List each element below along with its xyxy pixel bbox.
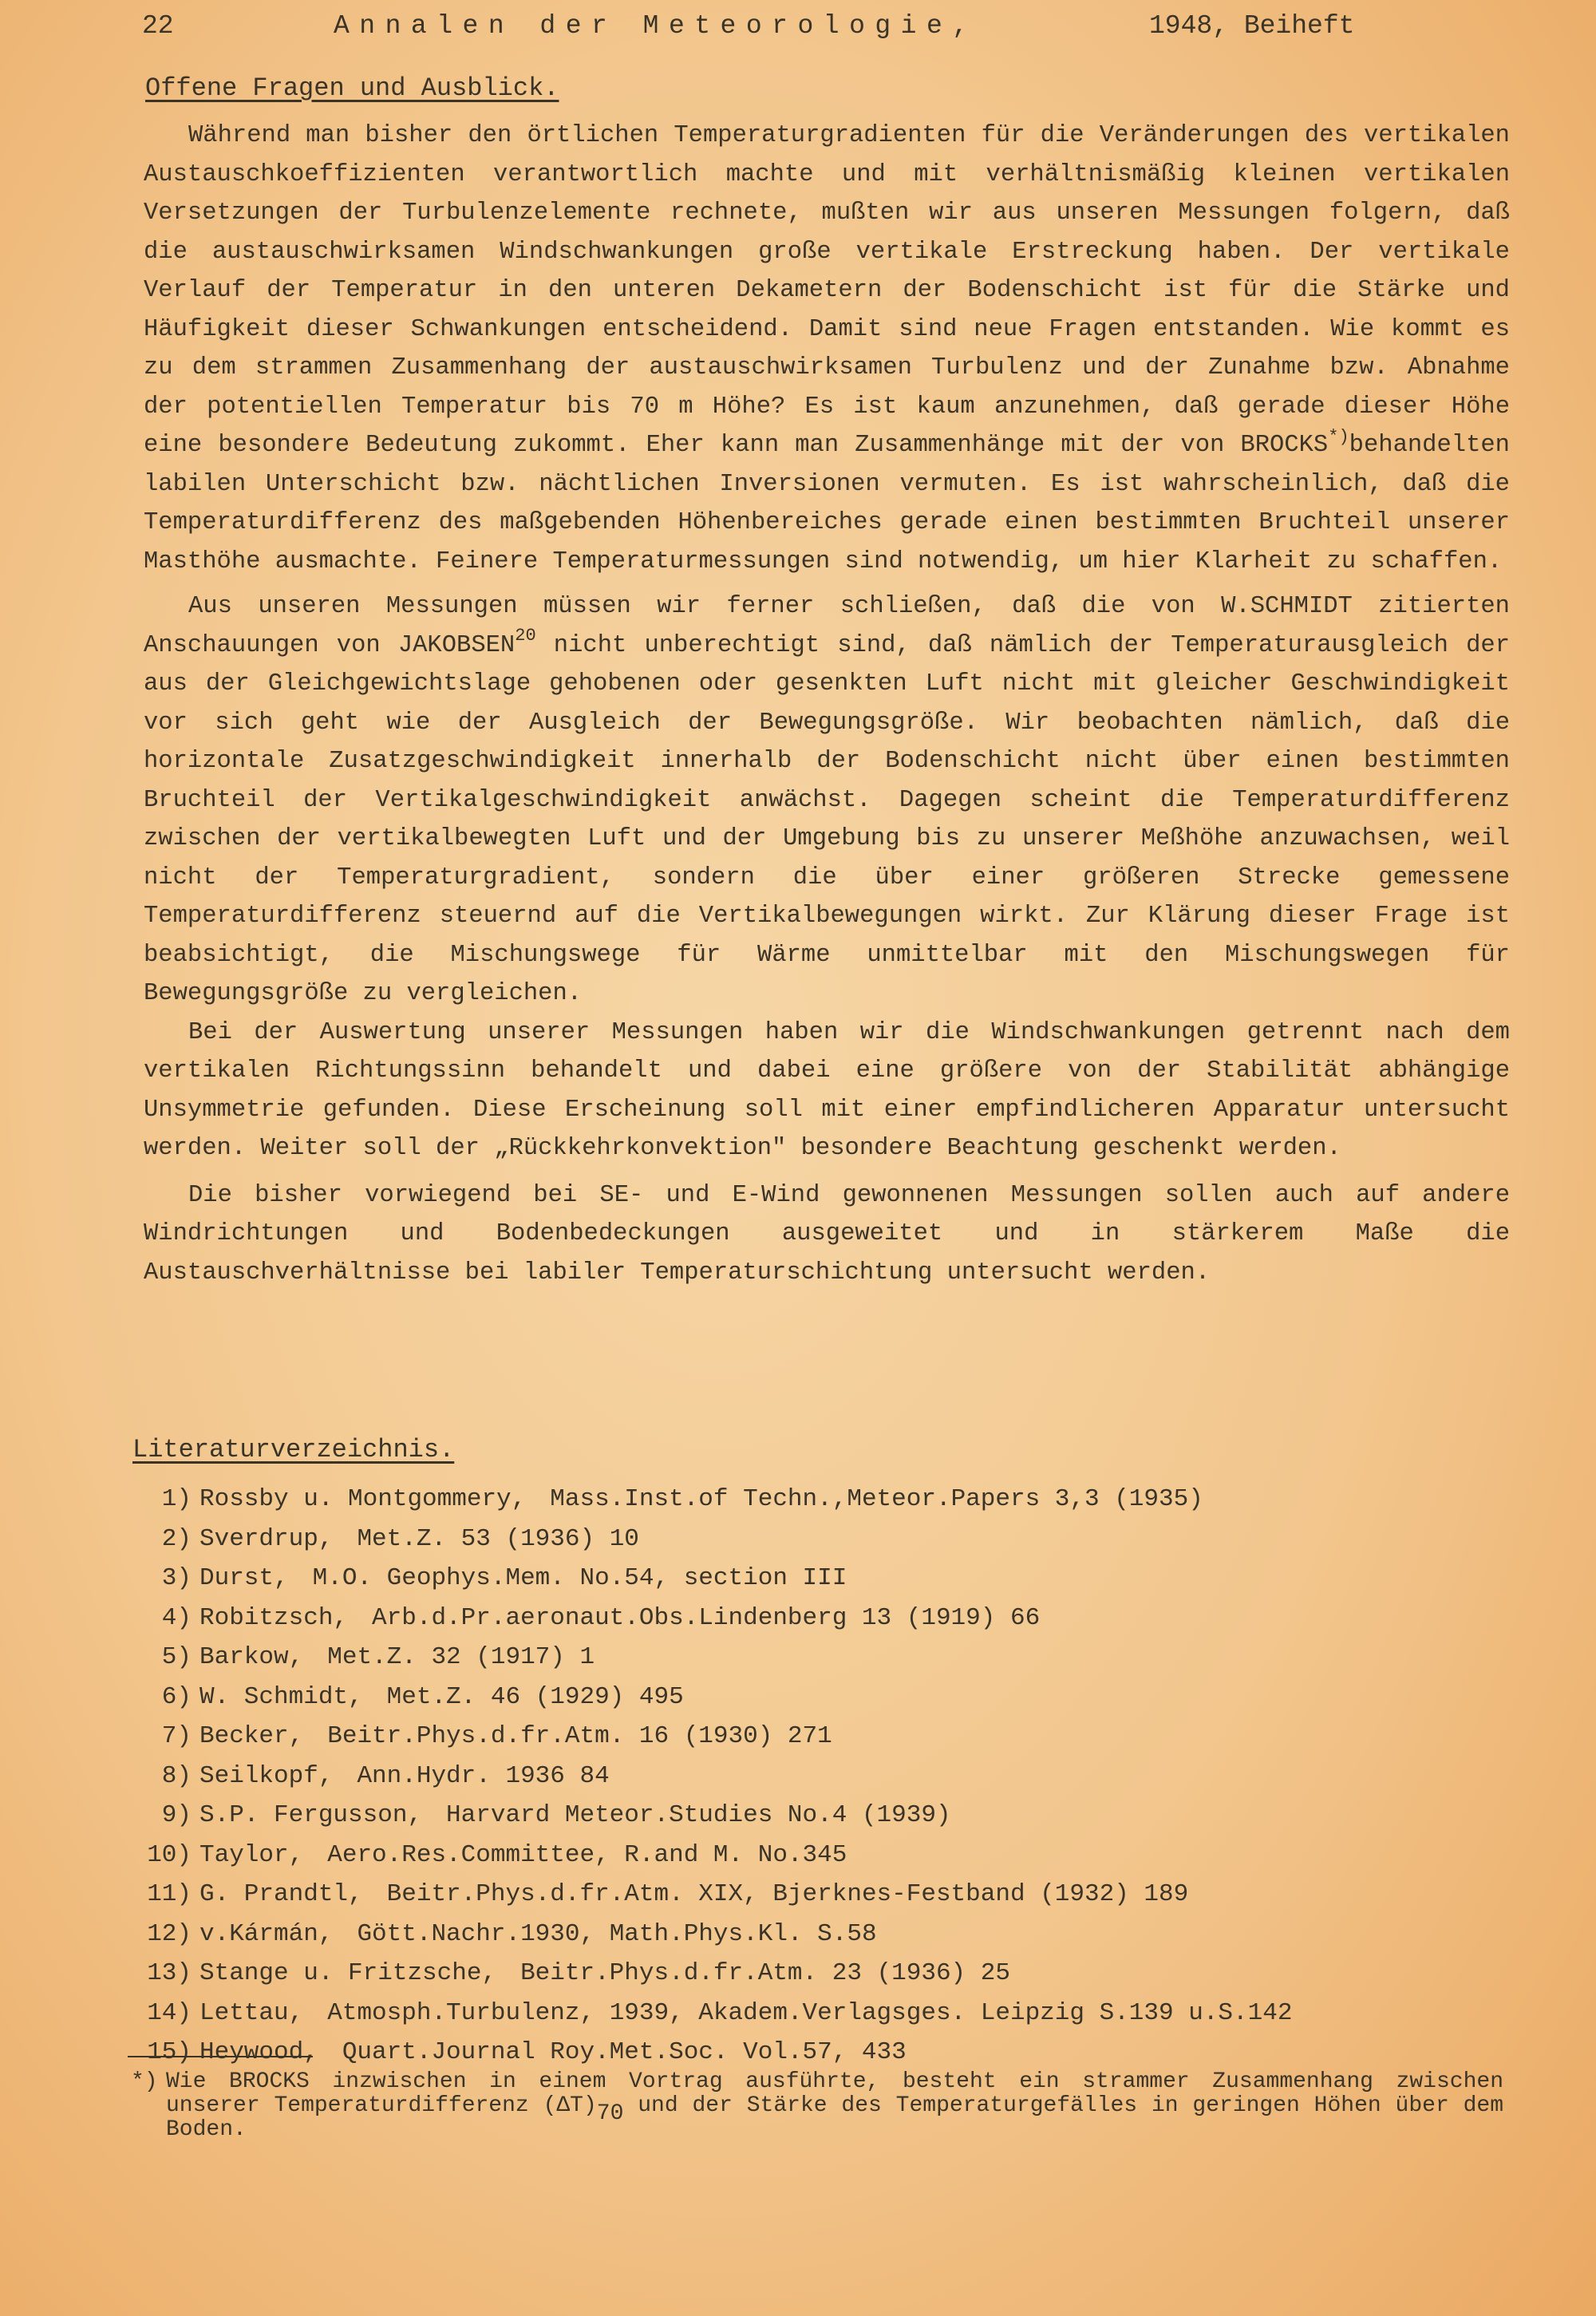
reference-author: Becker, [200, 1722, 304, 1750]
reference-item [132, 1875, 1505, 1915]
reference-item [132, 1678, 1505, 1717]
paragraph-1-part-b: behandelten labilen Unterschicht bzw. nächtlichen Inversionen vermuten. Es ist wahrscheinlich, daß die Temperaturdifferenz des maßgebenden Höhenbereiches gerade einen bestimmten Bruchteil unserer Masthöhe ausmachte. Feinere Temperaturmessungen sind notwendig, um hier Klarheit zu schaffen. [144, 432, 1510, 575]
reference-author: W. Schmidt, [200, 1682, 363, 1711]
reference-source: Gött.Nachr.1930, Math.Phys.Kl. S.58 [357, 1919, 877, 1948]
reference-source: Met.Z. 46 (1929) 495 [386, 1682, 684, 1711]
reference-number: 5) [161, 1643, 192, 1671]
reference-source: Mass.Inst.of Techn.,Meteor.Papers 3,3 (1935) [550, 1485, 1203, 1513]
journal-year: 1948, Beiheft [1149, 11, 1355, 41]
reference-number: 14) [147, 1998, 192, 2027]
reference-author: Stange u. Fritzsche, [200, 1959, 497, 1987]
reference-source: Beitr.Phys.d.fr.Atm. XIX, Bjerknes-Festband (1932) 189 [386, 1880, 1189, 1908]
reference-author: Sverdrup, [200, 1524, 334, 1553]
reference-source: Atmosph.Turbulenz, 1939, Akadem.Verlagsges. Leipzig S.139 u.S.142 [327, 1998, 1293, 2027]
reference-list [132, 1480, 1505, 2073]
footnote-divider [128, 2056, 313, 2057]
reference-item [132, 1954, 1505, 1994]
section-body [144, 117, 1510, 1292]
reference-number: 2) [161, 1524, 192, 1553]
footnote-marker: *) [1328, 427, 1349, 447]
footnote [131, 2070, 1503, 2142]
paragraph-3: Bei der Auswertung unserer Messungen haben wir die Windschwankungen getrennt nach dem vertikalen Richtungssinn behandelt und dabei eine größere von der Stabilität abhängige Unsymmetrie gefunden. Diese Erscheinung soll mit einer empfindlicheren Apparatur untersucht werden. Weiter soll der „Rückkehrkonvektion" besondere Beachtung geschenkt werden. [144, 1018, 1510, 1162]
footnote-text [166, 2070, 1503, 2142]
reference-item [132, 2033, 1505, 2073]
footnote-subscript: 70 [596, 2101, 624, 2126]
reference-item [132, 1480, 1505, 1520]
paragraph-1 [144, 117, 1510, 581]
reference-source: Met.Z. 32 (1917) 1 [327, 1643, 595, 1671]
reference-author: G. Prandtl, [200, 1880, 363, 1908]
reference-superscript: 20 [515, 625, 536, 646]
reference-number: 3) [161, 1564, 192, 1592]
journal-title: Annalen der Meteorologie, [334, 11, 978, 41]
paragraph-1-part-a: Während man bisher den örtlichen Temperaturgradienten für die Veränderungen des vertikalen Austauschkoeffizienten verantwortlich machte und mit verhältnismäßig kleinen vertikalen Versetzungen der Turbulenzelemente rechnete, mußten wir aus unseren Messungen folgern, daß die austauschwirksamen Windschwankungen große vertikale Erstreckung haben. Der vertikale Verlauf der Temperatur in den unteren Dekametern der Bodenschicht ist für die Stärke und Häufigkeit dieser Schwankungen entscheidend. Damit sind neue Fragen entstanden. Wie kommt es zu dem strammen Zusammenhang der austauschwirksamen Turbulenz und der Zunahme bzw. Abnahme der potentiellen Temperatur bis 70 m Höhe? Es ist kaum anzunehmen, daß gerade dieser Höhe eine besondere Bedeutung zukommt. Eher kann man Zusammenhänge mit der von BROCKS [144, 122, 1510, 459]
reference-item [132, 1599, 1505, 1638]
reference-source: Arb.d.Pr.aeronaut.Obs.Lindenberg 13 (1919) 66 [372, 1603, 1041, 1632]
reference-author: S.P. Fergusson, [200, 1801, 423, 1829]
reference-number: 10) [147, 1840, 192, 1869]
reference-author: Rossby u. Montgommery, [200, 1485, 527, 1513]
reference-number: 6) [161, 1682, 192, 1711]
footnote-text-part-a: Wie BROCKS inzwischen in einem Vortrag ausführte, besteht ein strammer Zusammenhang zwischen unserer Temperaturdifferenz (ΔT) [166, 2069, 1503, 2118]
section-title: Offene Fragen und Ausblick. [145, 73, 559, 103]
reference-source: Quart.Journal Roy.Met.Soc. Vol.57, 433 [342, 2038, 907, 2066]
reference-item [132, 1520, 1505, 1559]
reference-source: Beitr.Phys.d.fr.Atm. 23 (1936) 25 [520, 1959, 1010, 1987]
reference-author: Heywood, [200, 2038, 318, 2066]
paragraph-2-part-b: nicht unberechtigt sind, daß nämlich der Temperaturausgleich der aus der Gleichgewichtslage gehobenen oder gesenkten Luft nicht mit gleicher Geschwindigkeit vor sich geht wie der Ausgleich der Bewegungsgröße. Wir beobachten nämlich, daß die horizontale Zusatzgeschwindigkeit innerhalb der Bodenschicht nicht über einen bestimmten Bruchteil der Vertikalgeschwindigkeit anwächst. Dagegen scheint die Temperaturdifferenz zwischen der vertikalbewegten Luft und der Umgebung bis zu unserer Meßhöhe anzuwachsen, weil nicht der Temperaturgradient, sondern die über einer größeren Strecke gemessene Temperaturdifferenz steuernd auf die Vertikalbewegungen wirkt. Zur Klärung dieser Frage ist beabsichtigt, die Mischungswege für Wärme unmittelbar mit den Mischungswegen für Bewegungsgröße zu vergleichen. [144, 631, 1510, 1007]
reference-item [132, 1915, 1505, 1954]
reference-number: 12) [147, 1919, 192, 1948]
reference-source: Harvard Meteor.Studies No.4 (1939) [446, 1801, 951, 1829]
reference-author: Durst, [200, 1564, 289, 1592]
reference-author: Lettau, [200, 1998, 304, 2027]
page-number: 22 [142, 11, 174, 41]
reference-source: Ann.Hydr. 1936 84 [357, 1761, 610, 1790]
reference-author: Robitzsch, [200, 1603, 349, 1632]
reference-number: 1) [161, 1485, 192, 1513]
reference-item [132, 1757, 1505, 1796]
reference-author: Seilkopf, [200, 1761, 334, 1790]
reference-source: Aero.Res.Committee, R.and M. No.345 [327, 1840, 847, 1869]
reference-number: 4) [161, 1603, 192, 1632]
reference-number: 11) [147, 1880, 192, 1908]
reference-number: 13) [147, 1959, 192, 1987]
literature-title: Literaturverzeichnis. [132, 1435, 455, 1464]
reference-author: v.Kármán, [200, 1919, 334, 1948]
reference-item [132, 1638, 1505, 1678]
reference-item [132, 1559, 1505, 1599]
reference-number: 9) [161, 1801, 192, 1829]
reference-item [132, 1796, 1505, 1836]
reference-author: Taylor, [200, 1840, 304, 1869]
reference-number: 7) [161, 1722, 192, 1750]
reference-source: Met.Z. 53 (1936) 10 [357, 1524, 639, 1553]
footnote-mark: *) [131, 2069, 158, 2094]
reference-number: 8) [161, 1761, 192, 1790]
reference-author: Barkow, [200, 1643, 304, 1671]
paragraph-2-part-a: Aus unseren Messungen müssen wir ferner schließen, daß die von W.SCHMIDT zitierten Anschauungen von JAKOBSEN [144, 593, 1510, 659]
reference-number: 15) [147, 2038, 192, 2066]
reference-source: M.O. Geophys.Mem. No.54, section III [312, 1564, 847, 1592]
reference-item [132, 1994, 1505, 2033]
footnote-text-part-b: und der Stärke des Temperaturgefälles in geringen Höhen über dem Boden. [166, 2093, 1503, 2142]
reference-item [132, 1717, 1505, 1757]
paragraph-2 [144, 587, 1510, 1014]
reference-source: Beitr.Phys.d.fr.Atm. 16 (1930) 271 [327, 1722, 832, 1750]
reference-item [132, 1836, 1505, 1875]
paragraph-4: Die bisher vorwiegend bei SE- und E-Wind gewonnenen Messungen sollen auch auf andere Windrichtungen und Bodenbedeckungen ausgeweitet und in stärkerem Maße die Austauschverhältnisse bei labiler Temperaturschichtung untersucht werden. [144, 1181, 1510, 1286]
